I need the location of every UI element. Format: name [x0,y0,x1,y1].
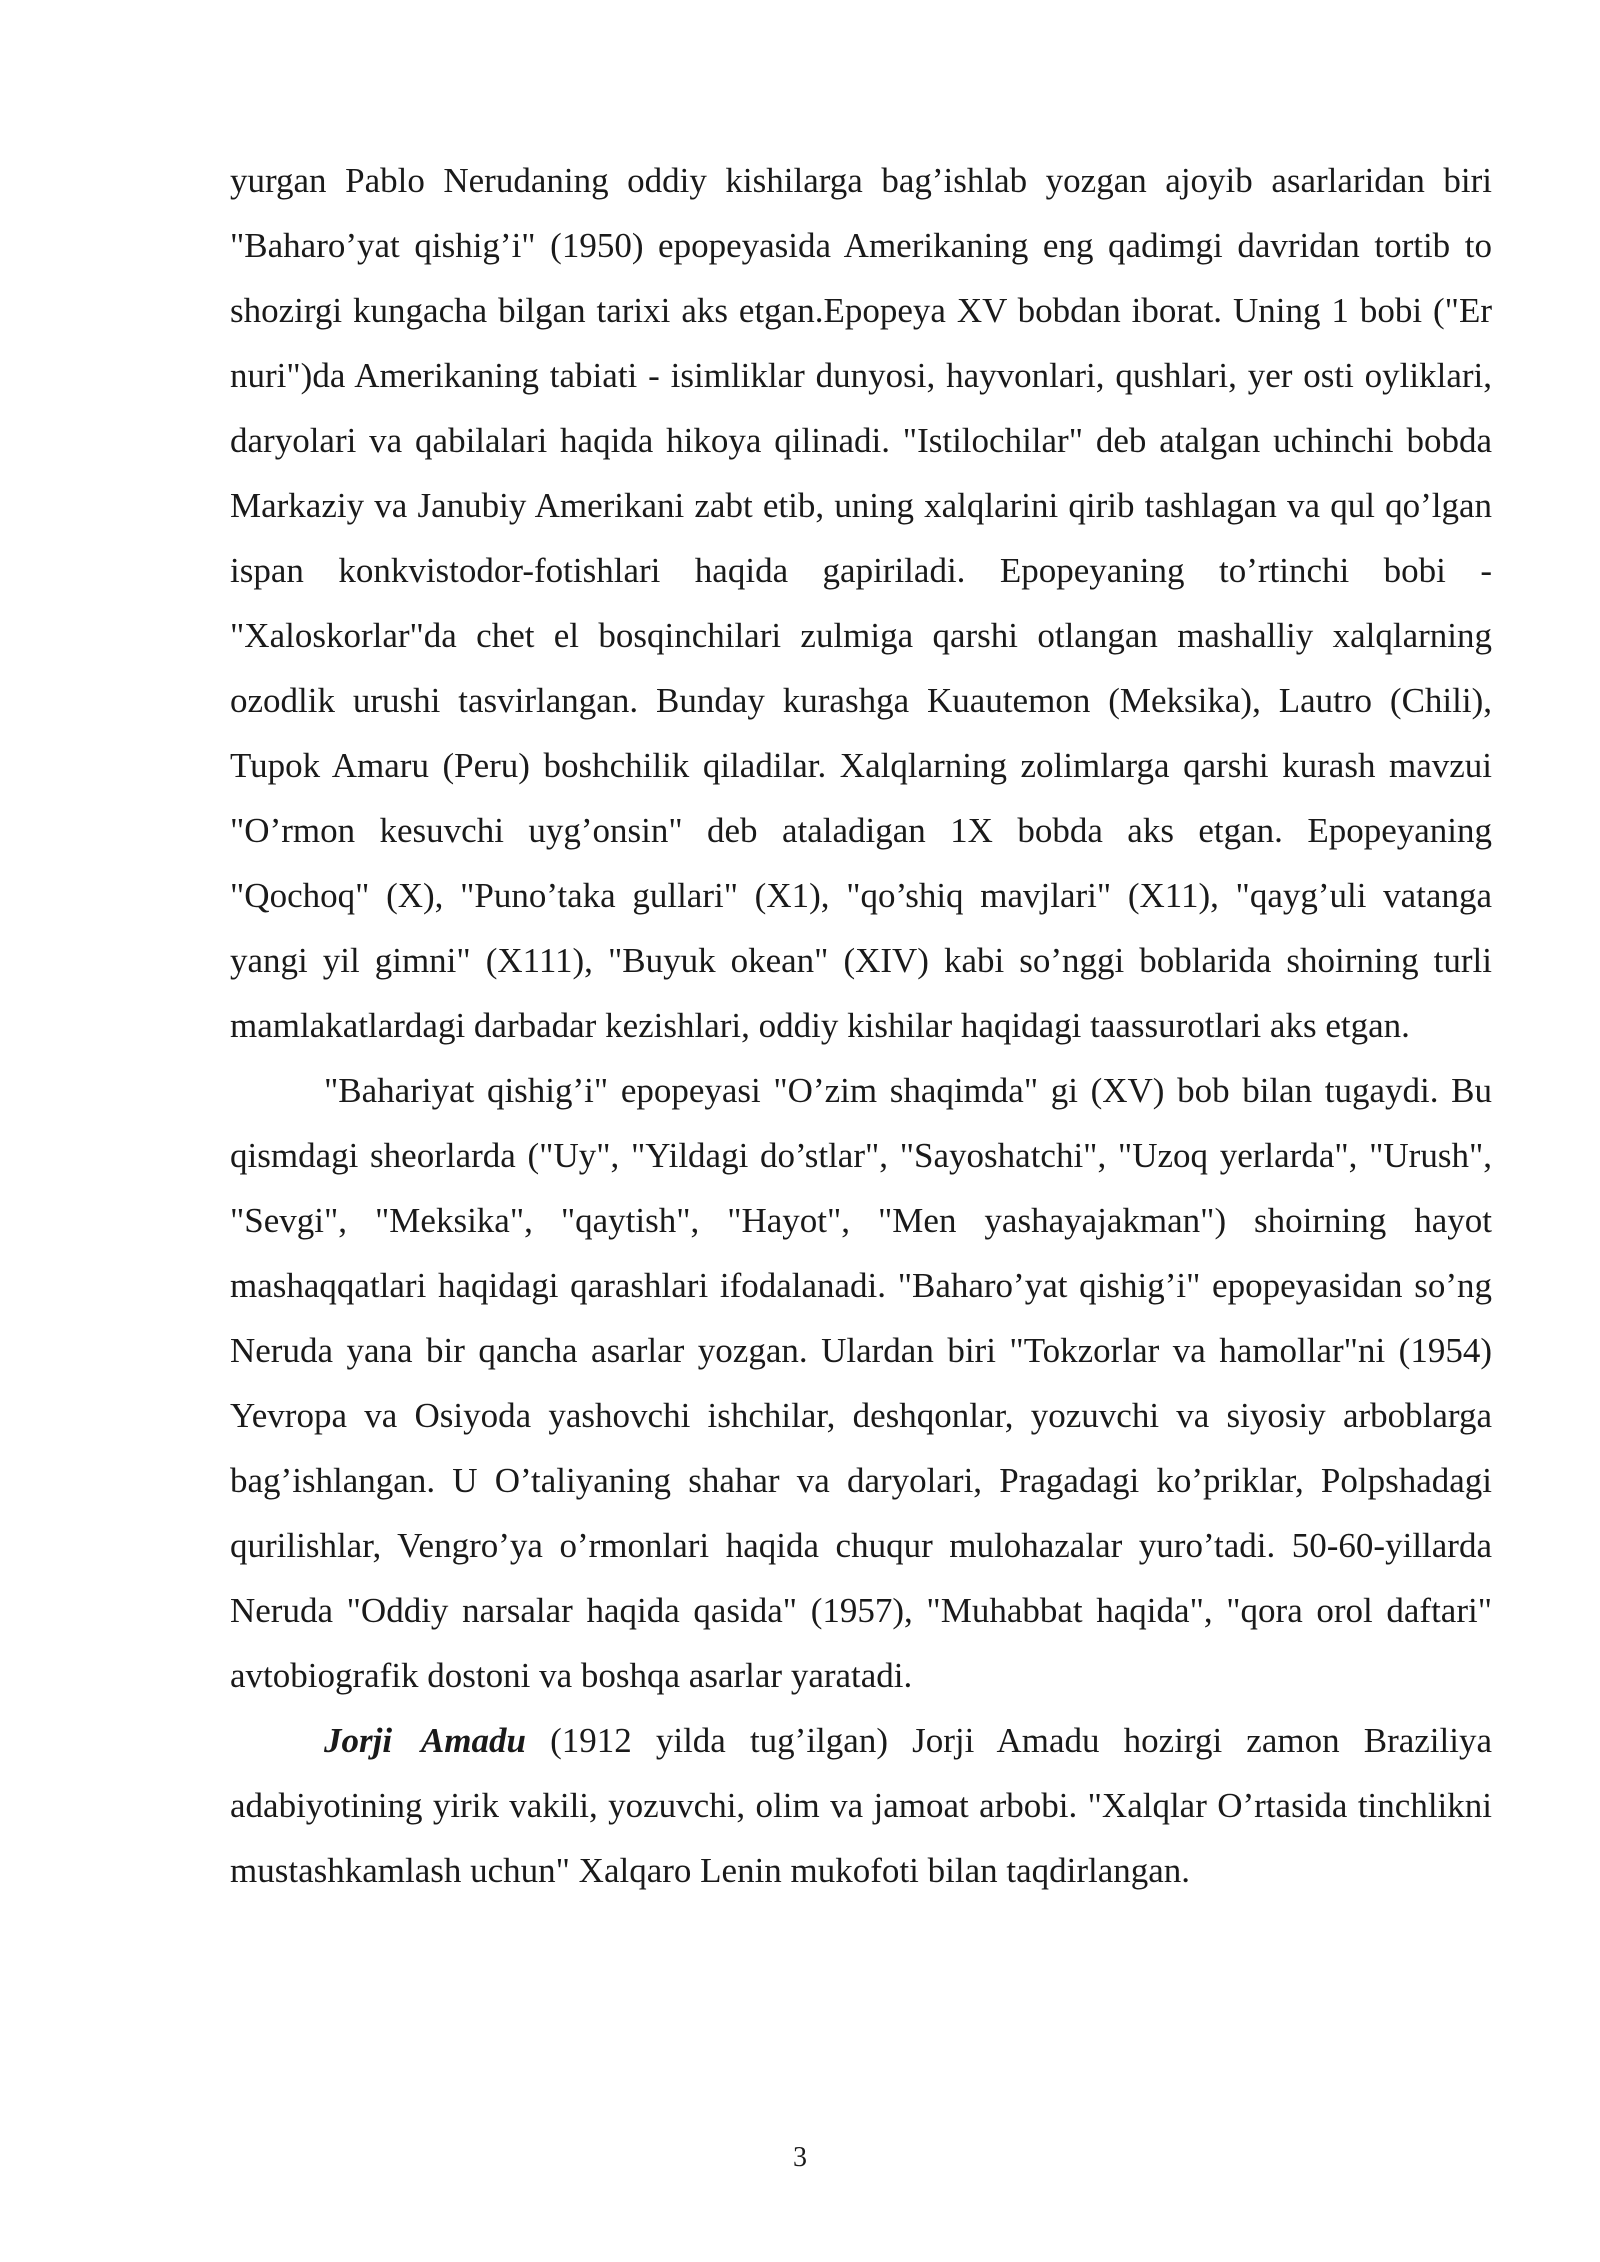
author-name: Jorji Amadu [324,1721,526,1760]
paragraph-jorji-amadu [230,1708,1492,1903]
author-description: (1912 yilda tug’ilgan) Jorji Amadu hozirgi zamon Braziliya adabiyotining yirik vakili, yozuvchi, olim va jamoat arbobi. "Xalqlar O’rtasida tinchlikni mustashkamlash uchun" Xalqaro Lenin mukofoti bilan taqdirlangan. [230,1721,1492,1890]
page-number: 3 [793,2142,807,2173]
document-body [230,148,1492,1903]
paragraph-epopee-ending: "Bahariyat qishig’i" epopeyasi "O’zim shaqimda" gi (XV) bob bilan tugaydi. Bu qismdagi sheorlarda ("Uy", "Yildagi do’stlar", "Sayoshatchi", "Uzoq yerlarda", "Urush", "Sevgi", "Meksika", "qaytish", "Hayot", "Men yashayajakman") shoirning hayot mashaqqatlari haqidagi qarashlari ifodalanadi. "Baharo’yat qishig’i" epopeyasidan so’ng Neruda yana bir qancha asarlar yozgan. Ulardan biri "Tokzorlar va hamollar"ni (1954) Yevropa va Osiyoda yashovchi ishchilar, deshqonlar, yozuvchi va siyosiy arboblarga bag’ishlangan. U O’taliyaning shahar va daryolari, Pragadagi ko’priklar, Polpshadagi qurilishlar, Vengro’ya o’rmonlari haqida chuqur mulohazalar yuro’tadi. 50-60-yillarda Neruda "Oddiy narsalar haqida qasida" (1957), "Muhabbat haqida", "qora orol daftari" avtobiografik dostoni va boshqa asarlar yaratadi. [230,1071,1492,1695]
paragraph-neruda-epopee: yurgan Pablo Nerudaning oddiy kishilarga bag’ishlab yozgan ajoyib asarlaridan biri "Baharo’yat qishig’i" (1950) epopeyasida Amerikaning eng qadimgi davridan tortib to shozirgi kungacha bilgan tarixi aks etgan.Epopeya XV bobdan iborat. Uning 1 bobi ("Er nuri")da Amerikaning tabiati - isimliklar dunyosi, hayvonlari, qushlari, yer osti oyliklari, daryolari va qabilalari haqida hikoya qilinadi. "Istilochilar" deb atalgan uchinchi bobda Markaziy va Janubiy Amerikani zabt etib, uning xalqlarini qirib tashlagan va qul qo’lgan ispan konkvistodor-fotishlari haqida gapiriladi. Epopeyaning to’rtinchi bobi - "Xaloskorlar"da chet el bosqinchilari zulmiga qarshi otlangan mashalliy xalqlarning ozodlik urushi tasvirlangan. Bunday kurashga Kuautemon (Meksika), Lautro (Chili), Tupok Amaru (Peru) boshchilik qiladilar. Xalqlarning zolimlarga qarshi kurash mavzui "O’rmon kesuvchi uyg’onsin" deb ataladigan 1X bobda aks etgan. Epopeyaning "Qochoq" (X), "Puno’taka gullari" (X1), "qo’shiq mavjlari" (X11), "qayg’uli vatanga yangi yil gimni" (X111), "Buyuk okean" (XIV) kabi so’nggi boblarida shoirning turli mamlakatlardagi darbadar kezishlari, oddiy kishilar haqidagi taassurotlari aks etgan. [230,161,1492,1045]
